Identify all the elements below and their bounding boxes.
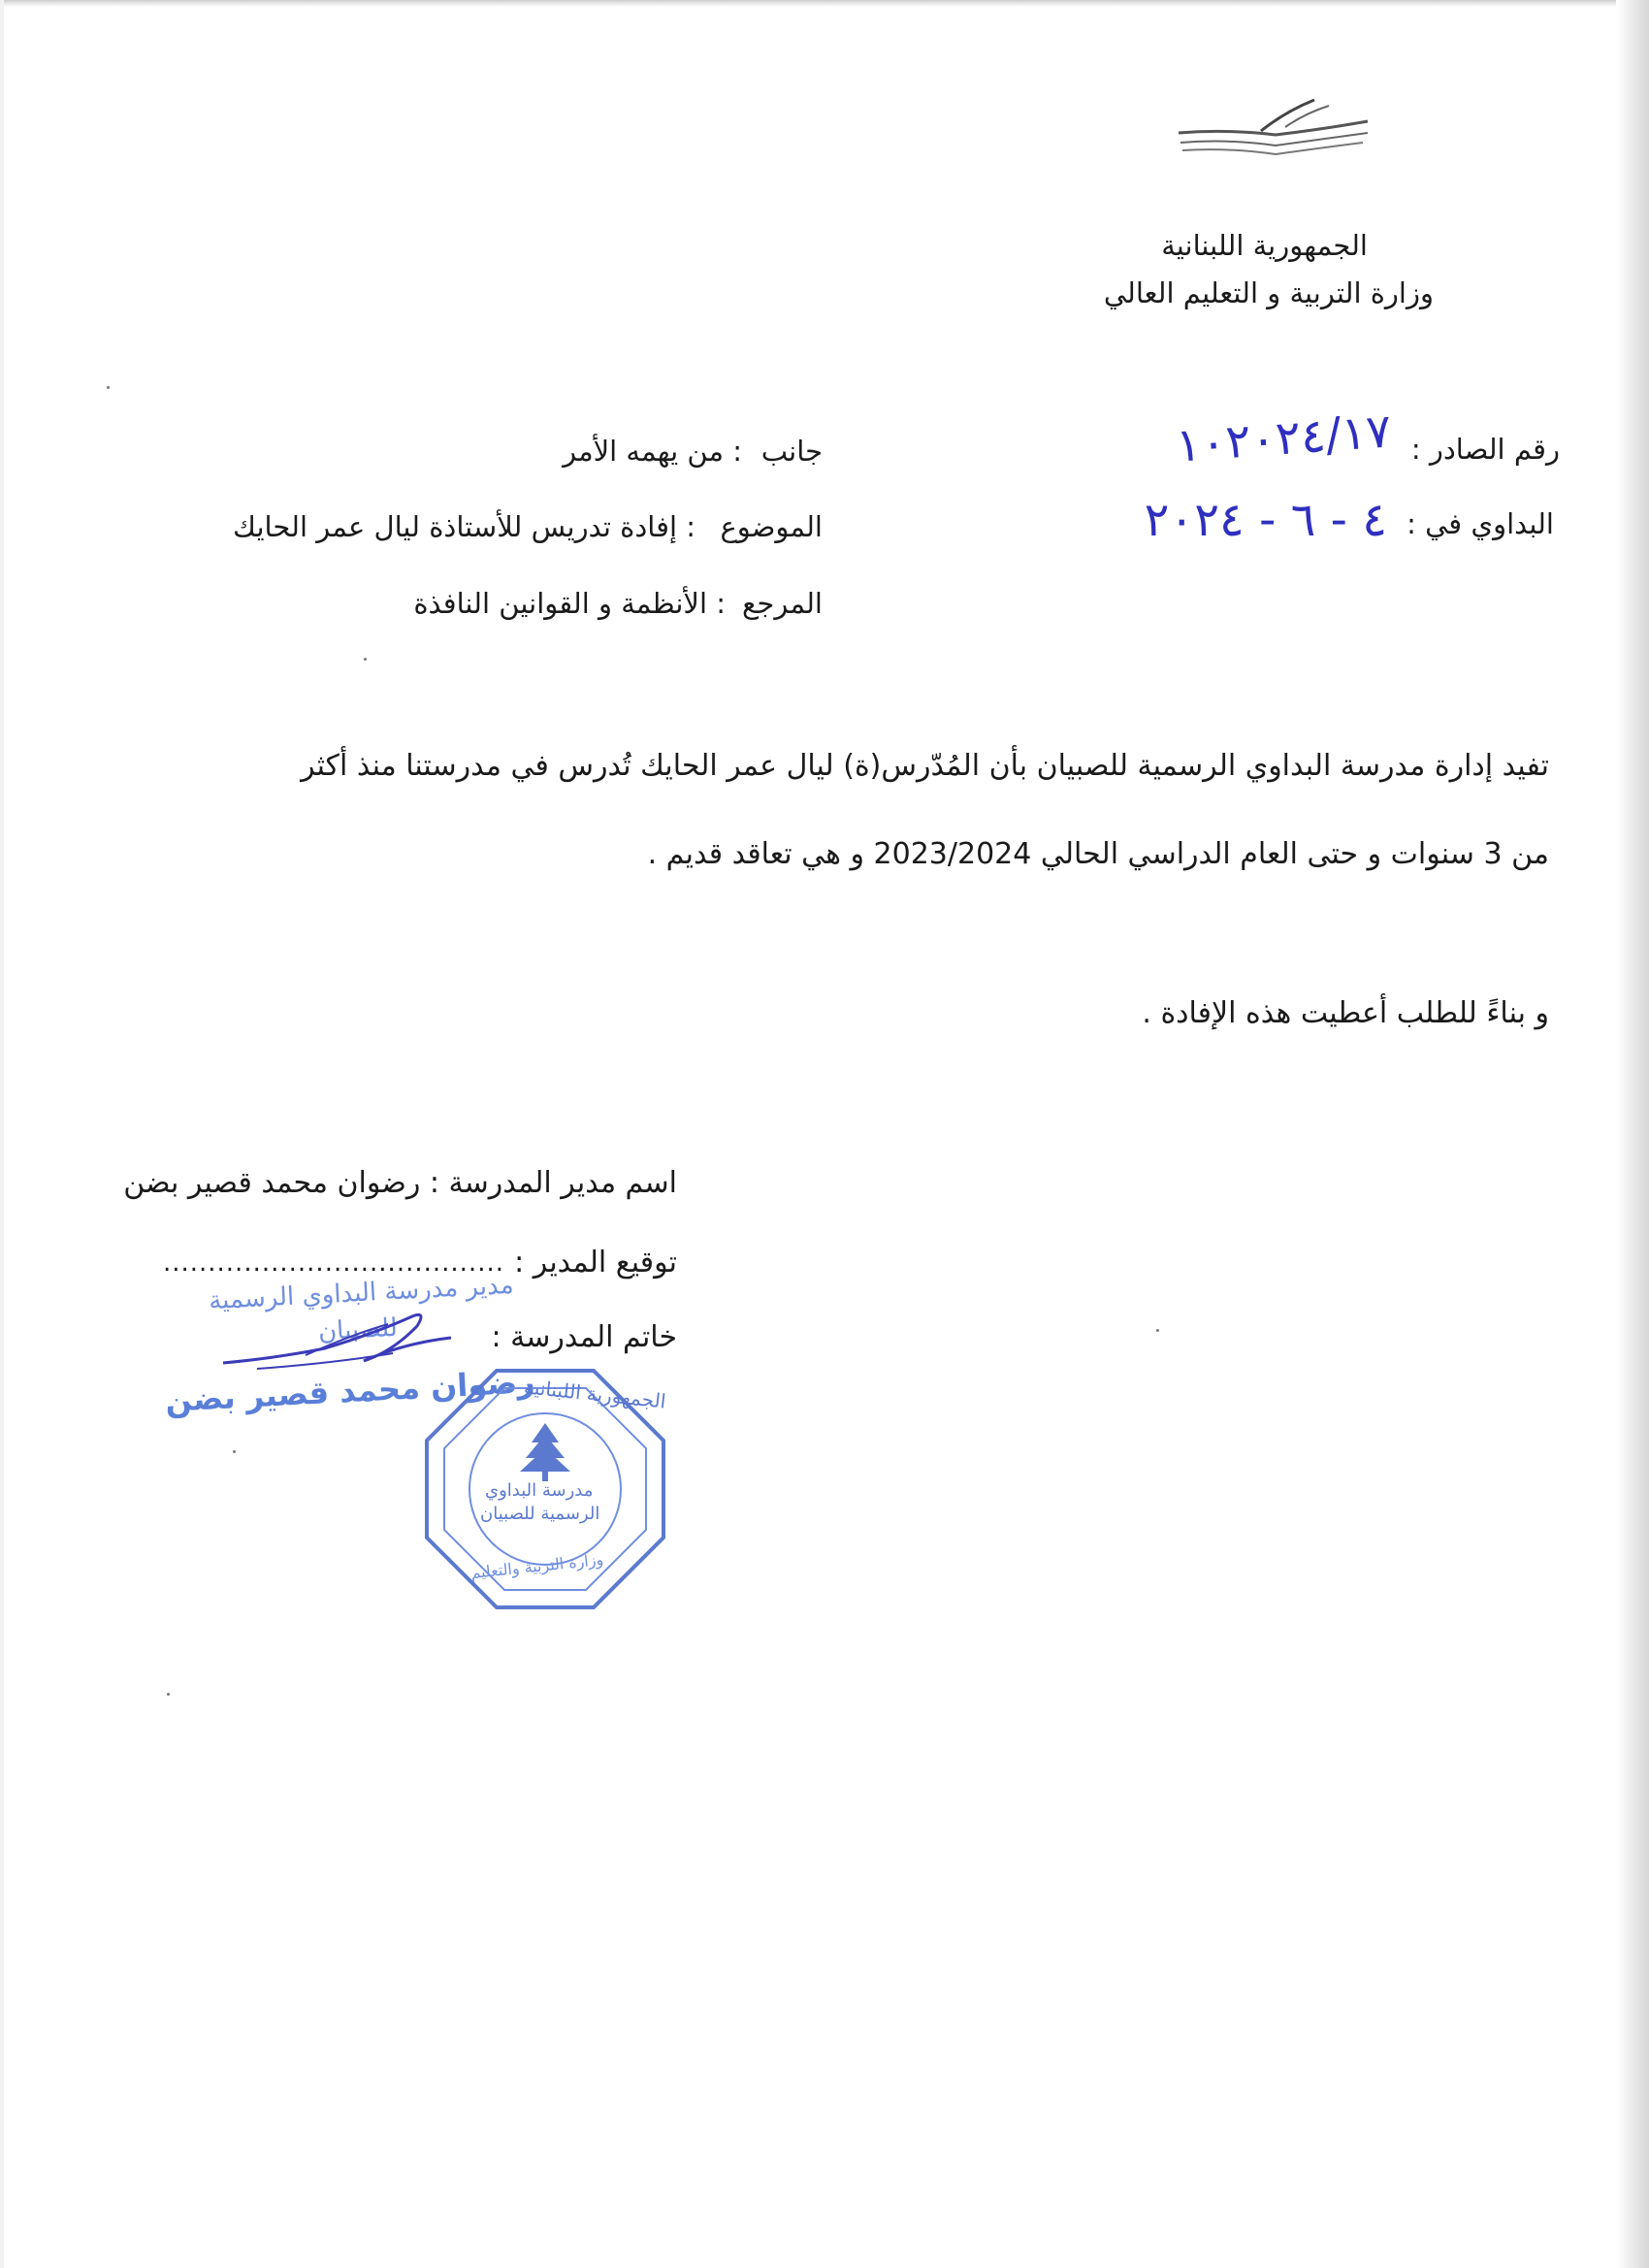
republic-title: الجمهورية اللبنانية [1161,229,1368,262]
ministry-title: وزارة التربية و التعليم العالي [1103,276,1434,309]
signature-dots: ...................................... [162,1248,504,1278]
body-line-1: تفيد إدارة مدرسة البداوي الرسمية للصبيان بأن المُدّرس(ة) ليال عمر الحايك تُدرس في مدرستنا منذ أكثر [301,749,1549,783]
body-line-2: من 3 سنوات و حتى العام الدراسي الحالي 2023/2024 و هي تعاقد قديم . [647,837,1549,871]
to-value: : من يهمه الأمر [563,435,742,468]
scan-speck [167,1693,170,1696]
signature-label: توقيع المدير : [514,1246,677,1280]
date-label: البداوي في : [1406,507,1554,540]
outgoing-number-label: رقم الصادر : [1410,433,1560,466]
name-stamp-line-1: مدير مدرسة البداوي الرسمية [208,1270,515,1316]
to-label: جانب [760,435,823,468]
reference-value: : الأنظمة و القوانين النافذة [413,587,726,620]
scan-edge-right [1616,0,1649,2268]
scan-edge-top [0,0,1649,7]
seal-bottom-text: وزارة التربية والتعليم [469,1549,605,1583]
scan-speck [1156,1329,1159,1332]
subject-label: الموضوع [720,510,823,543]
name-stamp-line-3: رضوان محمد قصير بضن [164,1363,536,1419]
name-stamp-line-2: للصبيان [317,1312,399,1347]
scan-speck [233,1450,236,1453]
cedar-icon [520,1423,570,1481]
principal-name: اسم مدير المدرسة : رضوان محمد قصير بضن [123,1166,677,1200]
outgoing-number-handwritten: ١٠٢٠٢٤/١٧ [1173,404,1393,473]
seal-center-line-2: الرسمية للصبيان [480,1504,600,1524]
book-logo-icon [1169,92,1377,165]
date-handwritten: ٤ - ٦ - ٢٠٢٤ [1144,493,1387,547]
seal-outer-text: الجمهورية اللبنانية [523,1375,667,1413]
scan-edge-left [0,0,4,2268]
reference-label: المرجع [741,587,823,620]
scan-speck [364,658,367,661]
closing-line: و بناءً للطلب أعطيت هذه الإفادة . [1142,996,1549,1030]
subject-value: : إفادة تدريس للأستاذة ليال عمر الحايك [233,510,695,543]
seal-center-line-1: مدرسة البداوي [485,1480,594,1501]
stamp-label: خاتم المدرسة : [491,1320,677,1354]
scan-speck [107,386,110,389]
